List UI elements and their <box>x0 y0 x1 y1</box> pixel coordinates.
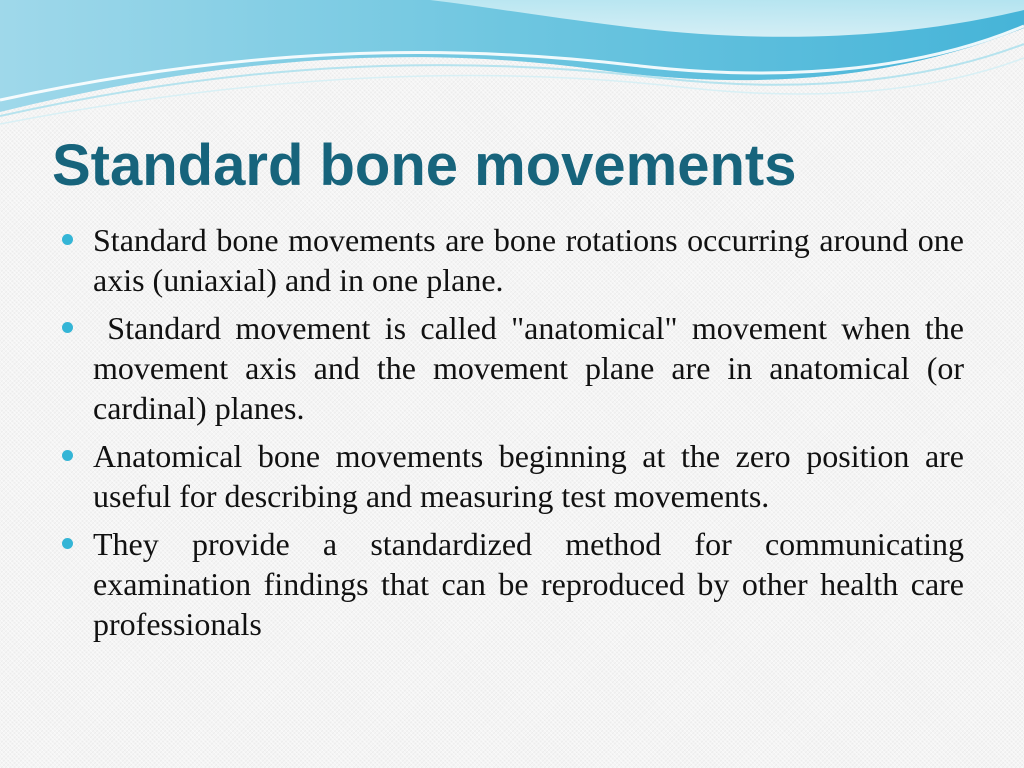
bullet-item <box>56 524 964 644</box>
bullet-dot-icon <box>62 322 73 333</box>
header-wave-decoration <box>0 0 1024 130</box>
bullet-list <box>56 220 964 652</box>
slide-title: Standard bone movements <box>52 133 797 198</box>
bullet-text: Standard bone movements are bone rotations occurring around one axis (uniaxial) and in one plane. <box>93 222 964 298</box>
bullet-item <box>56 436 964 516</box>
bullet-item <box>56 220 964 300</box>
bullet-dot-icon <box>62 234 73 245</box>
bullet-text: Anatomical bone movements beginning at the zero position are useful for describing and measuring test movements. <box>93 438 964 514</box>
bullet-item <box>56 308 964 428</box>
bullet-dot-icon <box>62 538 73 549</box>
bullet-text: Standard movement is called "anatomical" movement when the movement axis and the movement plane are in anatomical (or cardinal) planes. <box>93 310 964 426</box>
bullet-dot-icon <box>62 450 73 461</box>
bullet-text: They provide a standardized method for communicating examination findings that can be reproduced by other health care professionals <box>93 526 964 642</box>
